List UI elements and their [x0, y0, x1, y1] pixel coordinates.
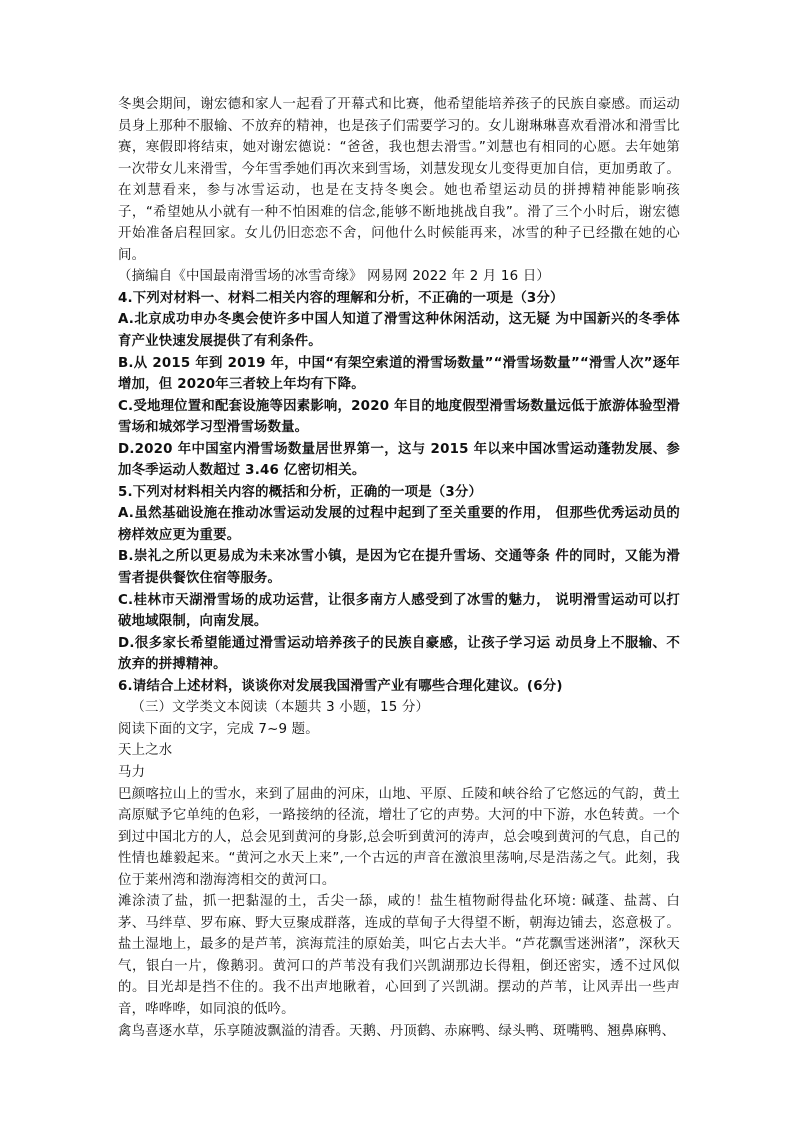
article-paragraph: 禽鸟喜逐水草，乐享随波飘溢的清香。天鹅、丹顶鹤、赤麻鸭、绿头鸭、斑嘴鸭、翘鼻麻鸭、: [118, 1023, 676, 1039]
question-5-stem: 5.下列对材料相关内容的概括和分析，正确的一项是（3分）: [118, 484, 483, 500]
question-6-stem: 6.请结合上述材料，谈谈你对发展我国滑雪产业有哪些合理化建议。(6分): [118, 678, 563, 694]
source-citation: （摘编自《中国最南滑雪场的冰雪奇缘》 网易网 2022 年 2 月 16 日）: [118, 269, 550, 285]
document-page: [118, 94, 680, 1042]
article-title: 天上之水: [118, 743, 173, 759]
section-instruction: 阅读下面的文字，完成 7~9 题。: [118, 721, 319, 737]
section-heading: （三）文学类文本阅读（本题共 3 小题，15 分）: [131, 700, 430, 716]
question-4-option-d: D.2020 年中国室内滑雪场数量居世界第一，这与 2015 年以来中国冰雪运动蓬勃发展、参加冬季运动人数超过 3.46 亿密切相关。: [118, 441, 680, 479]
article-paragraph: 巴颜喀拉山上的雪水，来到了屈曲的河床，山地、平原、丘陵和峡谷给了它悠远的气韵，黄土高原赋予它单纯的色彩，一路接纳的径流，增壮了它的声势。大河的中下游，水色转黄。一个到过中国北方的人，总会见到黄河的身影,总会听到黄河的涛声，总会嗅到黄河的气息，自己的性情也雄毅起来。“黄河之水天上来”,一个古远的声音在激浪里荡响,尽是浩荡之气。此刻，我位于莱州湾和渤海湾相交的黄河口。: [118, 786, 680, 888]
question-4-option-b: B.从 2015 年到 2019 年，中国“有架空索道的滑雪场数量”“滑雪场数量”“滑雪人次”逐年增加，但 2020年三者较上年均有下降。: [118, 355, 680, 393]
question-5-option-d: D.很多家长希望能通过滑雪运动培养孩子的民族自豪感，让孩子学习运 动员身上不服输、不放弃的拼搏精神。: [118, 635, 680, 673]
article-author: 马力: [118, 764, 146, 780]
question-4-option-a: A.北京成功申办冬奥会使许多中国人知道了滑雪这种休闲活动，这无疑 为中国新兴的冬季体育产业快速发展提供了有利条件。: [118, 312, 680, 350]
question-5-option-c: C.桂林市天湖滑雪场的成功运营，让很多南方人感受到了冰雪的魅力， 说明滑雪运动可以打破地域限制，向南发展。: [118, 592, 680, 630]
article-paragraph: 滩涂渍了盐，抓一把黏湿的土，舌尖一舔，咸的！盐生植物耐得盐化环境: 碱蓬、盐蒿、白茅、马绊草、罗布麻、野大豆聚成群落，连成的草甸子大得望不断，朝海边铺去，恣意极了。盐土湿地上，最多的是芦苇，滨海荒洼的原始美，叫它占去大半。“芦花飘雪迷洲渚”，深秋天气，银白一片，像鹅羽。黄河口的芦苇没有我们兴凯湖那边长得粗，倒还密实，透不过风似的。目光却是挡不住的。我不出声地瞅着，心回到了兴凯湖。摆动的芦苇，让风弄出一些声音，哗哗哗，如同浪的低吟。: [118, 894, 680, 1017]
passage-paragraph: 冬奥会期间，谢宏德和家人一起看了开幕式和比赛，他希望能培养孩子的民族自豪感。而运动员身上那种不服输、不放弃的精神，也是孩子们需要学习的。女儿谢琳琳喜欢看滑冰和滑雪比赛，寒假即将结束，她对谢宏德说：“爸爸，我也想去滑雪。”刘慧也有相同的心愿。去年她第一次带女儿来滑雪，今年雪季她们再次来到雪场，刘慧发现女儿变得更加自信，更加勇敢了。在刘慧看来，参与冰雪运动，也是在支持冬奥会。她也希望运动员的拼搏精神能影响孩子，“希望她从小就有一种不怕困难的信念,能够不断地挑战自我”。滑了三个小时后，谢宏德开始准备启程回家。女儿仍旧恋恋不舍，问他什么时候能再来，冰雪的种子已经撒在她的心间。: [118, 97, 680, 263]
question-4-option-c: C.受地理位置和配套设施等因素影响，2020 年目的地度假型滑雪场数量远低于旅游体验型滑雪场和城郊学习型滑雪场数量。: [118, 398, 680, 436]
question-5-option-a: A.虽然基础设施在推动冰雪运动发展的过程中起到了至关重要的作用， 但那些优秀运动员的榜样效应更为重要。: [118, 506, 680, 543]
question-5-option-b: B.崇礼之所以更易成为未来冰雪小镇，是因为它在提升雪场、交通等条 件的同时，又能为滑雪者提供餐饮住宿等服务。: [118, 549, 680, 587]
question-4-stem: 4.下列对材料一、材料二相关内容的理解和分析，不正确的一项是（3分）: [118, 290, 564, 306]
